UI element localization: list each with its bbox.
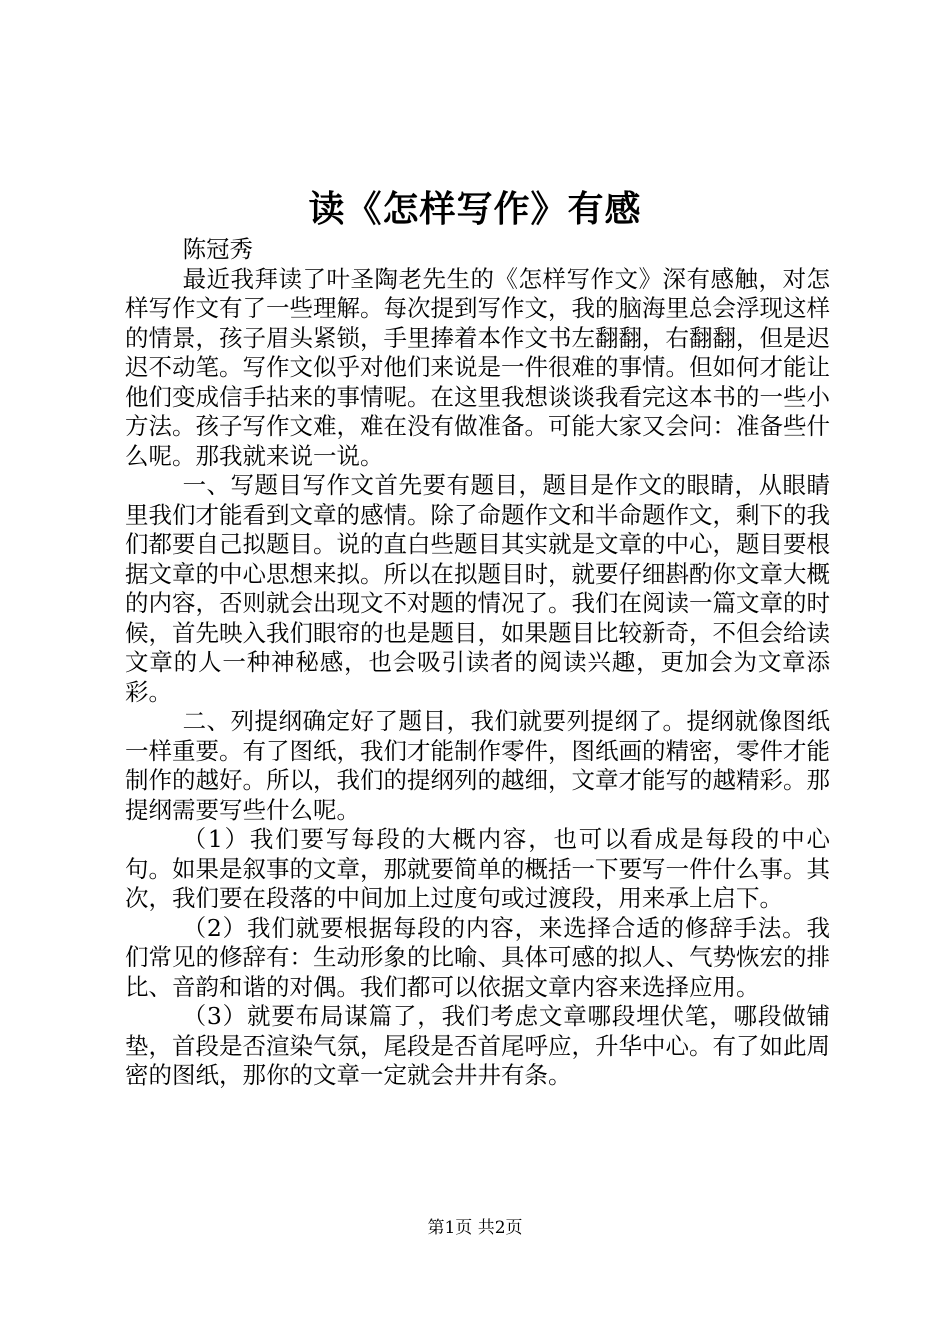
paragraph-intro: 最近我拜读了叶圣陶老先生的《怎样写作文》深有感触，对怎样写作文有了一些理解。每次提到写作文，我的脑海里总会浮现这样的情景，孩子眉头紧锁，手里捧着本作文书左翻翻，右翻翻，但是迟迟不动笔。写作文似乎对他们来说是一件很难的事情。但如何才能让他们变成信手拈来的事情呢。在这里我想谈谈我看完这本书的一些小方法。孩子写作文难，难在没有做准备。可能大家又会问：准备些什么呢。那我就来说一说。 <box>125 264 830 470</box>
document-title: 读《怎样写作》有感 <box>308 188 642 230</box>
page-number-footer: 第1页 共2页 <box>427 1218 523 1238</box>
paragraph-point-3: （3）就要布局谋篇了，我们考虑文章哪段埋伏笔，哪段做铺垫，首段是否渲染气氛，尾段是否首尾呼应，升华中心。有了如此周密的图纸，那你的文章一定就会井井有条。 <box>125 1002 830 1089</box>
paragraph-point-2: （2）我们就要根据每段的内容，来选择合适的修辞手法。我们常见的修辞有：生动形象的比喻、具体可感的拟人、气势恢宏的排比、音韵和谐的对偶。我们都可以依据文章内容来选择应用。 <box>125 913 830 1001</box>
paragraph-section-title: 一、写题目写作文首先要有题目，题目是作文的眼睛，从眼睛里我们才能看到文章的感情。除了命题作文和半命题作文，剩下的我们都要自己拟题目。说的直白些题目其实就是文章的中心，题目要根据文章的中心思想来拟。所以在拟题目时，就要仔细斟酌你文章大概的内容，否则就会出现文不对题的情况了。我们在阅读一篇文章的时候，首先映入我们眼帘的也是题目，如果题目比较新奇，不但会给读文章的人一种神秘感，也会吸引读者的阅读兴趣，更加会为文章添彩。 <box>125 471 830 706</box>
paragraph-section-outline: 二、列提纲确定好了题目，我们就要列提纲了。提纲就像图纸一样重要。有了图纸，我们才能制作零件，图纸画的精密，零件才能制作的越好。所以，我们的提纲列的越细，文章才能写的越精彩。那提纲需要写些什么呢。 <box>125 707 830 824</box>
author-line: 陈冠秀 <box>182 235 254 263</box>
paragraph-point-1: （1）我们要写每段的大概内容，也可以看成是每段的中心句。如果是叙事的文章，那就要简单的概括一下要写一件什么事。其次，我们要在段落的中间加上过度句或过渡段，用来承上启下。 <box>125 825 830 912</box>
document-body <box>125 235 830 1091</box>
